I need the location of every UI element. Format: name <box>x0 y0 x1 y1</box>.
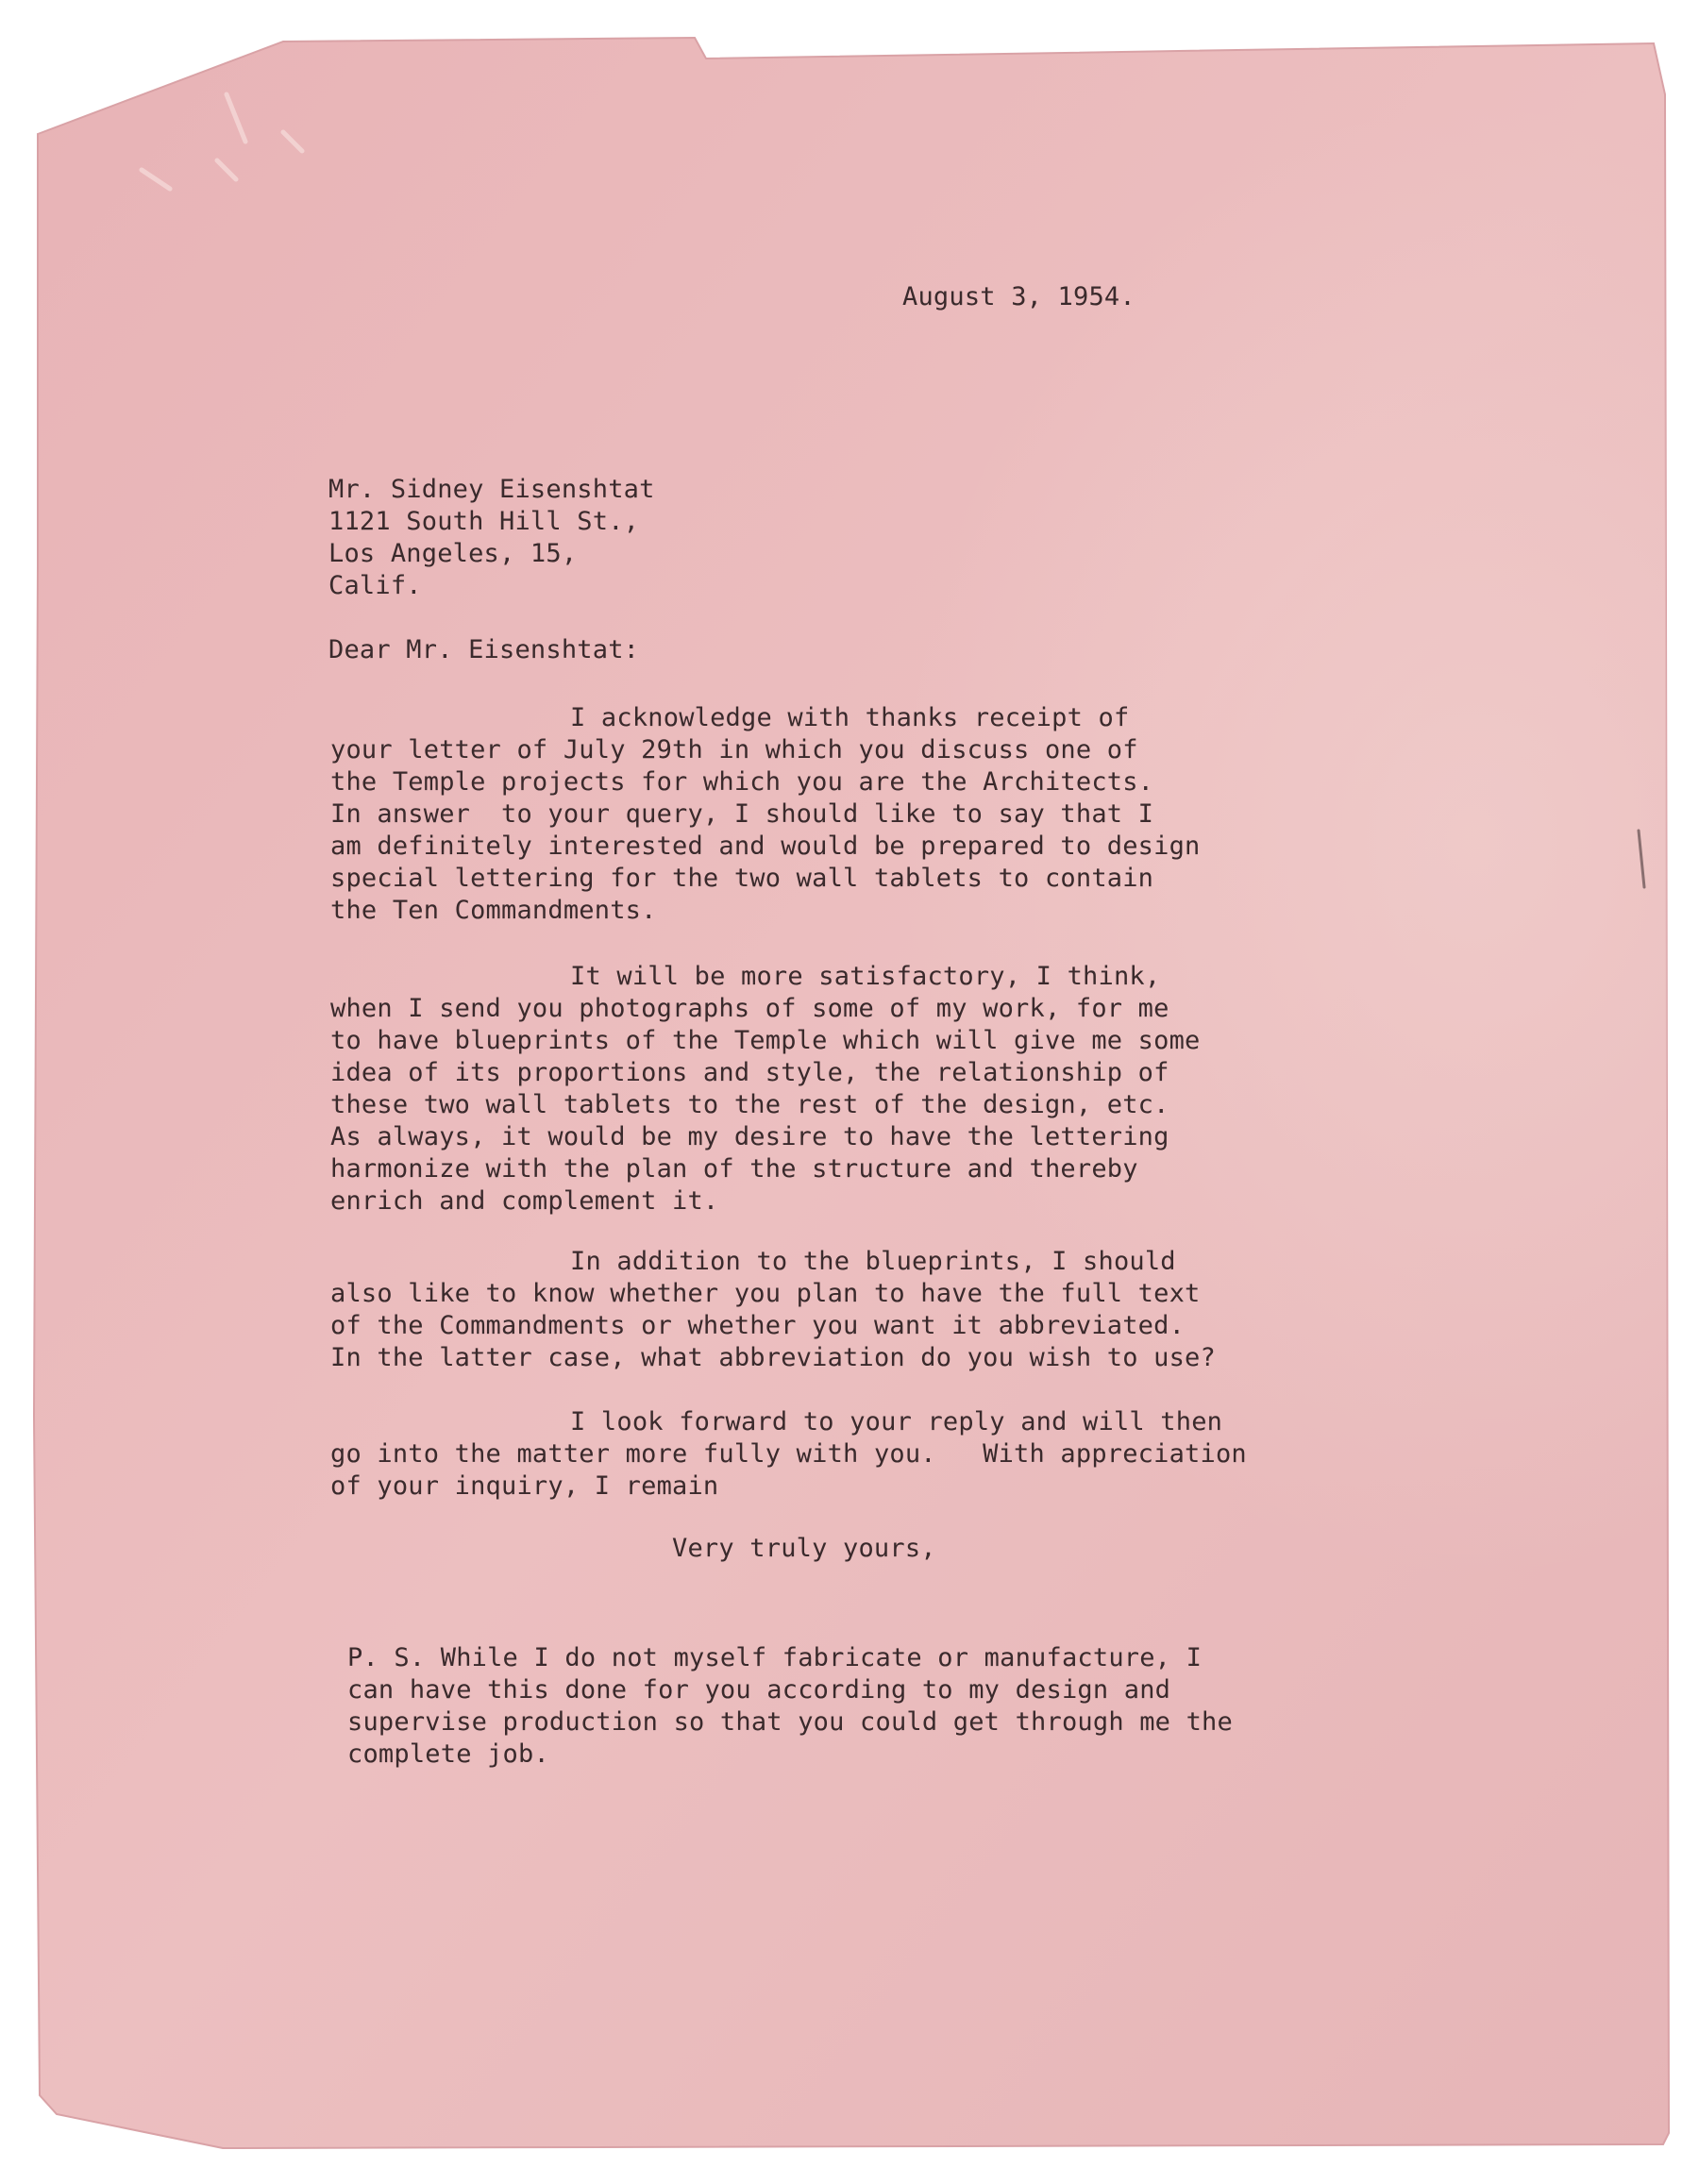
salutation: Dear Mr. Eisenshtat: <box>328 635 640 664</box>
paragraph-line: when I send you photographs of some of my work, for me <box>330 994 1169 1023</box>
paragraph-line: idea of its proportions and style, the relationship of <box>330 1058 1169 1087</box>
closing: Very truly yours, <box>672 1534 936 1563</box>
address-line: Mr. Sidney Eisenshtat <box>328 475 655 504</box>
paragraph-line: to have blueprints of the Temple which will give me some <box>330 1026 1201 1055</box>
paragraph-line: enrich and complement it. <box>330 1186 719 1216</box>
paragraph-line: I look forward to your reply and will then <box>570 1407 1223 1436</box>
address-line: 1121 South Hill St., <box>328 507 640 536</box>
postscript-line: supervise production so that you could get through me the <box>347 1707 1233 1737</box>
address-line: Calif. <box>328 571 422 600</box>
paragraph-line: As always, it would be my desire to have the lettering <box>330 1122 1169 1151</box>
paragraph-line: In addition to the blueprints, I should <box>570 1247 1176 1276</box>
address-line: Los Angeles, 15, <box>328 539 578 568</box>
paragraph-line: In answer to your query, I should like to say that I <box>330 799 1154 829</box>
paragraph-line: your letter of July 29th in which you discuss one of <box>330 735 1138 764</box>
postscript-line: complete job. <box>347 1739 549 1769</box>
postscript-line: can have this done for you according to my design and <box>347 1675 1171 1705</box>
paragraph-line: In the latter case, what abbreviation do you wish to use? <box>330 1343 1216 1372</box>
paragraph-line: go into the matter more fully with you. With appreciation <box>330 1439 1247 1469</box>
letter-date: August 3, 1954. <box>902 282 1135 311</box>
paragraph-line: also like to know whether you plan to have the full text <box>330 1279 1201 1308</box>
paragraph-line: the Ten Commandments. <box>330 896 657 925</box>
paragraph-line: special lettering for the two wall tablets to contain <box>330 864 1154 893</box>
paragraph-line: It will be more satisfactory, I think, <box>570 962 1161 991</box>
paragraph-line: the Temple projects for which you are the Architects. <box>330 767 1154 797</box>
paragraph-line: of your inquiry, I remain <box>330 1471 719 1501</box>
paragraph-line: these two wall tablets to the rest of the design, etc. <box>330 1090 1169 1119</box>
postscript-line: P. S. While I do not myself fabricate or manufacture, I <box>347 1643 1203 1672</box>
paragraph-line: am definitely interested and would be prepared to design <box>330 832 1201 861</box>
paragraph-line: I acknowledge with thanks receipt of <box>570 703 1130 732</box>
paragraph-line: harmonize with the plan of the structure and thereby <box>330 1154 1138 1184</box>
paragraph-line: of the Commandments or whether you want it abbreviated. <box>330 1311 1186 1340</box>
